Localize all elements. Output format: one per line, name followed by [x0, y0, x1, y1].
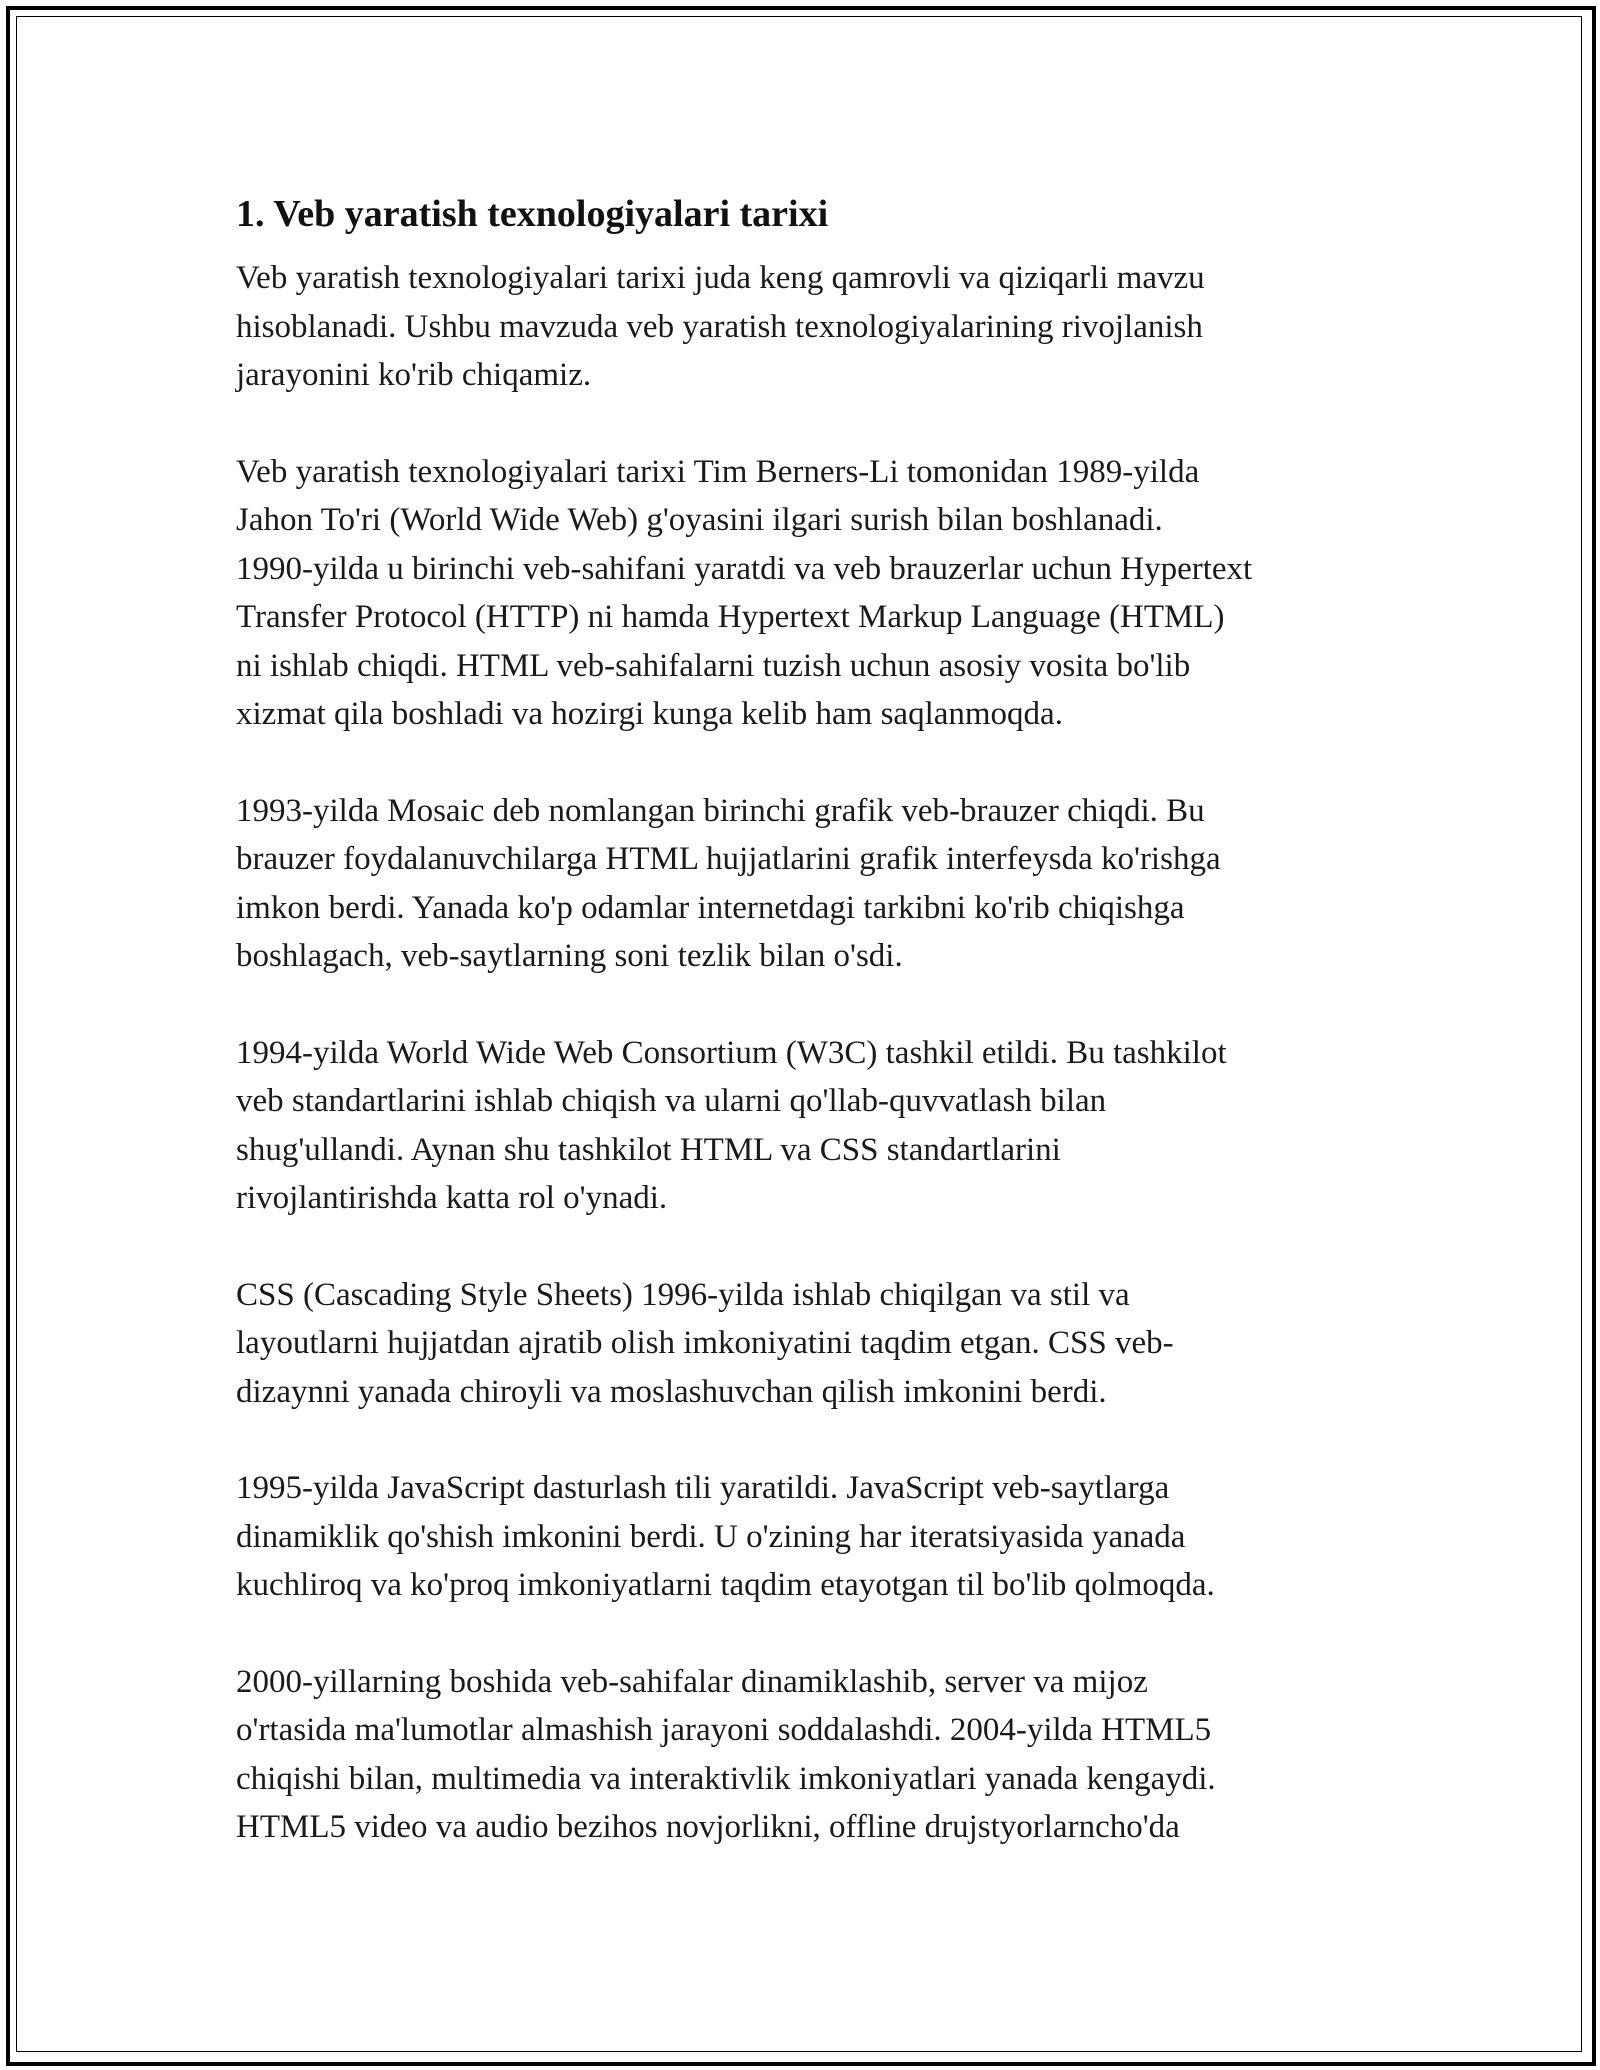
- paragraph-html5: [236, 1658, 1376, 1852]
- text-line: imkon berdi. Yanada ko'p odamlar internetdagi tarkibni ko'rib chiqishga: [236, 889, 1185, 926]
- text-line: Veb yaratish texnologiyalari tarixi juda keng qamrovli va qiziqarli mavzu: [236, 260, 1205, 296]
- text-line: dizaynni yanada chiroyli va moslashuvchan qilish imkonini berdi.: [236, 1373, 1107, 1410]
- text-line: kuchliroq va ko'proq imkoniyatlarni taqdim etayotgan til bo'lib qolmoqda.: [236, 1567, 1215, 1603]
- paragraph-w3c: [236, 1029, 1376, 1223]
- text-line: 1994-yilda World Wide Web Consortium (W3C) tashkil etildi. Bu tashkilot: [236, 1034, 1227, 1071]
- text-line: jarayonini ko'rib chiqamiz.: [236, 357, 592, 393]
- text-line: layoutlarni hujjatdan ajratib olish imkoniyatini taqdim etgan. CSS veb-: [236, 1325, 1174, 1361]
- paragraph-berners-lee: [236, 448, 1376, 739]
- text-line: HTML5 video va audio bezihos novjorlikni, offline drujstyorlarncho'da: [236, 1809, 1180, 1845]
- text-line: o'rtasida ma'lumotlar almashish jarayoni soddalashdi. 2004-yilda HTML5: [236, 1712, 1212, 1748]
- text-line: shug'ullandi. Aynan shu tashkilot HTML va CSS standartlarini: [236, 1131, 1061, 1168]
- text-line: 2000-yillarning boshida veb-sahifalar dinamiklashib, server va mijoz: [236, 1663, 1148, 1700]
- text-line: Transfer Protocol (HTTP) ni hamda Hypertext Markup Language (HTML): [236, 599, 1225, 635]
- paragraph-css: [236, 1271, 1376, 1417]
- text-line: Jahon To'ri (World Wide Web) g'oyasini ilgari surish bilan boshlanadi.: [236, 502, 1163, 538]
- text-line: hisoblanadi. Ushbu mavzuda veb yaratish texnologiyalarining rivojlanish: [236, 308, 1203, 345]
- text-line: ni ishlab chiqdi. HTML veb-sahifalarni tuzish uchun asosiy vosita bo'lib: [236, 647, 1191, 684]
- paragraph-intro: [236, 254, 1376, 400]
- text-line: 1990-yilda u birinchi veb-sahifani yaratdi va veb brauzerlar uchun Hypertext: [236, 550, 1253, 587]
- text-line: CSS (Cascading Style Sheets) 1996-yilda ishlab chiqilgan va stil va: [236, 1276, 1130, 1313]
- document-body: [236, 188, 1376, 1900]
- paragraph-mosaic: [236, 787, 1376, 981]
- text-line: boshlagach, veb-saytlarning soni tezlik bilan o'sdi.: [236, 938, 903, 974]
- paragraph-javascript: [236, 1464, 1376, 1610]
- text-line: xizmat qila boshladi va hozirgi kunga kelib ham saqlanmoqda.: [236, 696, 1063, 732]
- text-line: dinamiklik qo'shish imkonini berdi. U o'zining har iteratsiyasida yanada: [236, 1518, 1186, 1555]
- text-line: chiqishi bilan, multimedia va interaktivlik imkoniyatlari yanada kengaydi.: [236, 1760, 1216, 1797]
- text-line: 1995-yilda JavaScript dasturlash tili yaratildi. JavaScript veb-saytlarga: [236, 1470, 1170, 1506]
- text-line: Veb yaratish texnologiyalari tarixi Tim Berners-Li tomonidan 1989-yilda: [236, 453, 1200, 490]
- section-heading: 1. Veb yaratish texnologiyalari tarixi: [236, 193, 829, 235]
- text-line: 1993-yilda Mosaic deb nomlangan birinchi grafik veb-brauzer chiqdi. Bu: [236, 792, 1205, 829]
- text-line: brauzer foydalanuvchilarga HTML hujjatlarini grafik interfeysda ko'rishga: [236, 841, 1221, 877]
- text-line: rivojlantirishda katta rol o'ynadi.: [236, 1180, 668, 1216]
- text-line: veb standartlarini ishlab chiqish va ularni qo'llab-quvvatlash bilan: [236, 1083, 1107, 1119]
